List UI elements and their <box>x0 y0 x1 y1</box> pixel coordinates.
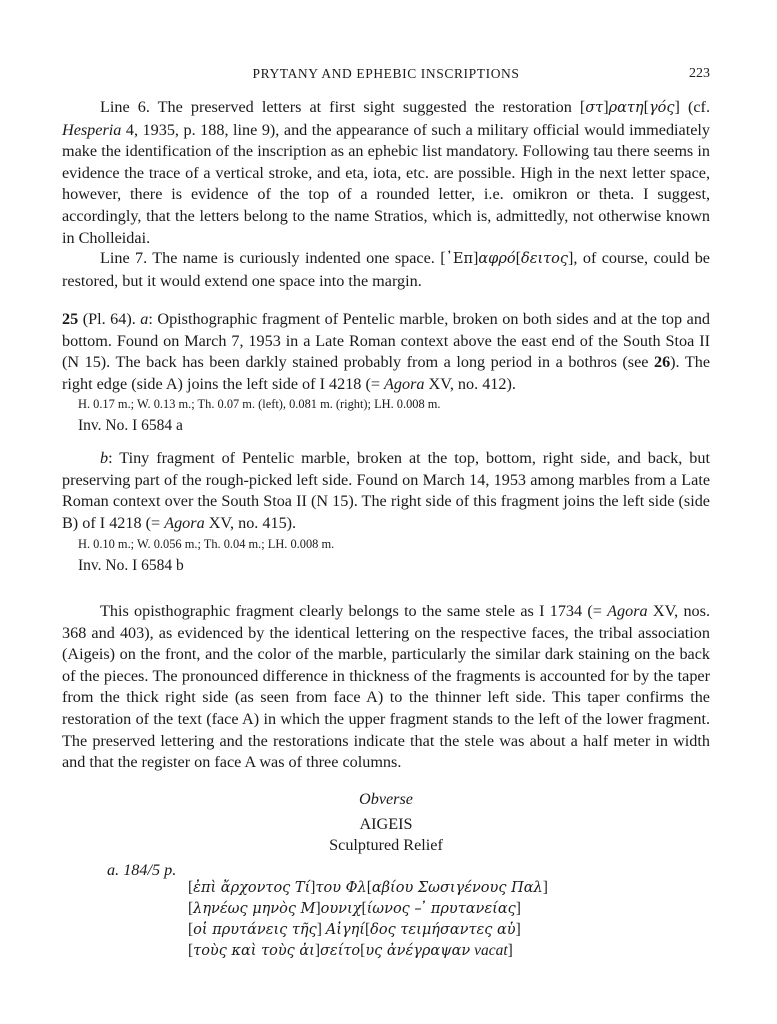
inventory-a: Inv. No. I 6584 a <box>78 417 183 434</box>
text: Line 7. The name is curiously indented one space. [ <box>100 249 446 267</box>
text: ], of course, could be restored, but it would extend one space into the margin. <box>62 249 710 290</box>
greek-restored: οἱ πρυτάνεις τῆς <box>193 922 317 938</box>
bracket: ] <box>315 900 321 917</box>
greek-restored: τοὺς καὶ τοὺς ἀι <box>193 943 315 959</box>
journal-title: Agora <box>164 513 205 532</box>
greek-preserved: Αἰγηί <box>325 922 365 938</box>
heading-tribe: AIGEIS <box>359 815 413 833</box>
text: : Opisthographic fragment of Pentelic marble, broken on both sides and at the top and bottom. Found on March 7, 1953 in a Late Roman context above the east end of the South Stoa II (N 15). The back has been darkly stained probably from a long period in a bothros (see <box>62 310 711 372</box>
greek-restored: ίωνος – ̓ πρυτανείας <box>366 901 516 917</box>
inventory-b: Inv. No. I 6584 b <box>78 557 184 574</box>
greek-text: γός <box>649 100 675 116</box>
text: XV, nos. 368 and 403), as evidenced by the identical lettering on the respective faces, the tribal association (Aigeis) on the front, and the color of the marble, particularly the similar dark staining on the back of the pieces. The pronounced difference in thickness of the fragments is accounted for by the taper from the thick right side (as seen from face A) to the thinner left side. This taper confirms the restoration of the text (face A) in which the upper fragment stands to the left of the lower fragment. The preserved lettering and the restorations indicate that the stele was about a half meter in width and that the register on face A was of three columns. <box>62 602 711 772</box>
greek-preserved: ουνιχ <box>320 901 362 917</box>
paragraph-line7 <box>62 248 710 292</box>
bracket: [ <box>361 900 367 917</box>
bracket: ] <box>472 249 479 267</box>
text: This opisthographic fragment clearly belongs to the same stele as I 1734 (= <box>100 602 608 620</box>
measurements-b: H. 0.10 m.; W. 0.056 m.; Th. 0.04 m.; LH. 0.008 m. <box>78 537 335 551</box>
measurements-a: H. 0.17 m.; W. 0.13 m.; Th. 0.07 m. (left), 0.081 m. (right); LH. 0.008 m. <box>78 397 441 411</box>
greek-text: ρατη <box>608 100 644 116</box>
running-head <box>62 66 710 84</box>
bracket: ] <box>515 900 521 917</box>
text: XV, no. 412). <box>424 374 516 393</box>
cross-reference: 26 <box>653 353 671 372</box>
journal-title: Agora <box>607 602 648 620</box>
text: (Pl. 64). <box>78 310 141 328</box>
running-head-title: PRYTANY AND EPHEBIC INSCRIPTIONS <box>252 66 520 81</box>
bracket: [ <box>188 942 194 959</box>
greek-restored: δος τειμήσαντες αὑ <box>370 922 516 938</box>
paragraph-line6 <box>62 97 710 249</box>
greek-restored: ἐπὶ ἄρχοντος Τί <box>193 880 311 896</box>
bracket: [ <box>360 942 366 959</box>
text: Line 6. The preserved letters at first sight suggested the restoration [ <box>100 98 586 116</box>
greek-text: αφρό <box>478 251 516 267</box>
text: XV, no. 415). <box>204 513 297 532</box>
greek-text: δειτος <box>520 251 569 267</box>
journal-title: Hesperia <box>62 120 122 139</box>
greek-preserved: σείτο <box>320 943 361 959</box>
entry-25a <box>62 309 710 395</box>
bracket: [ <box>515 249 521 267</box>
bracket: ] <box>515 921 521 938</box>
bracket: [ <box>188 900 194 917</box>
greek-line-4 <box>188 941 513 961</box>
bracket: [ <box>364 921 371 938</box>
text: ] (cf. <box>674 98 710 116</box>
text: 4, 1935, p. 188, line 9), and the appearance of such a military official would immediately make the identification of the inscription as an ephebic list mandatory. Following tau there seems in evidence the trace of a vertical stroke, and eta, iota, etc. are possible. High in the next letter space, however, there is evidence of the top of a rounded letter, i.e. omikron or theta. I suggest, accordingly, that the letters belong to the name Stratios, which is, admittedly, not otherwise known in Cholleidai. <box>62 120 710 247</box>
bracket: ] <box>316 921 326 938</box>
greek-restored: ληνέως μηνὸς Μ <box>193 901 316 917</box>
text: ). The right edge (side A) joins the left side of I 4218 (= <box>62 353 710 393</box>
fragment-letter: a <box>140 310 149 328</box>
bracket: [ <box>643 98 649 116</box>
heading-relief: Sculptured Relief <box>329 836 443 854</box>
greek-preserved: του Φλ <box>315 880 367 896</box>
greek-restored: υς ἀνέγραψαν <box>365 943 471 959</box>
bracket: [ <box>188 921 194 938</box>
bracket: [ <box>188 879 194 896</box>
heading-obverse: Obverse <box>359 790 413 808</box>
bracket: ] <box>603 98 609 116</box>
greek-text: στ <box>585 100 604 116</box>
bracket: ] <box>507 942 513 959</box>
text: : Tiny fragment of Pentelic marble, broken at the top, bottom, right side, and back, but preserving part of the rough-picked left side. Found on March 14, 1953 among marbles from a Late Roman context over the South Stoa II (N 15). The right side of this fragment joins the left side (side B) of I 4218 (= <box>62 449 710 532</box>
entry-25b <box>62 448 710 534</box>
bracket: ] <box>314 942 321 959</box>
entry-number: 25 <box>62 310 79 328</box>
greek-line-2 <box>188 899 521 919</box>
fragment-letter: b <box>100 449 109 467</box>
bracket: [ <box>366 879 372 896</box>
page-number: 223 <box>689 66 710 81</box>
fragment-a-label: a. 184/5 p. <box>107 861 177 879</box>
vacat-mark: vacat <box>474 942 508 959</box>
page <box>62 0 710 1024</box>
greek-restored: αβίου Σωσιγένους Παλ <box>371 880 543 896</box>
greek-line-3 <box>188 920 521 940</box>
paragraph-discussion <box>62 601 710 774</box>
greek-line-1 <box>188 878 548 898</box>
bracket: ] <box>310 879 316 896</box>
bracket: ] <box>542 879 548 896</box>
journal-title: Agora <box>384 374 425 393</box>
greek-text: ᾽Επ <box>445 251 473 267</box>
